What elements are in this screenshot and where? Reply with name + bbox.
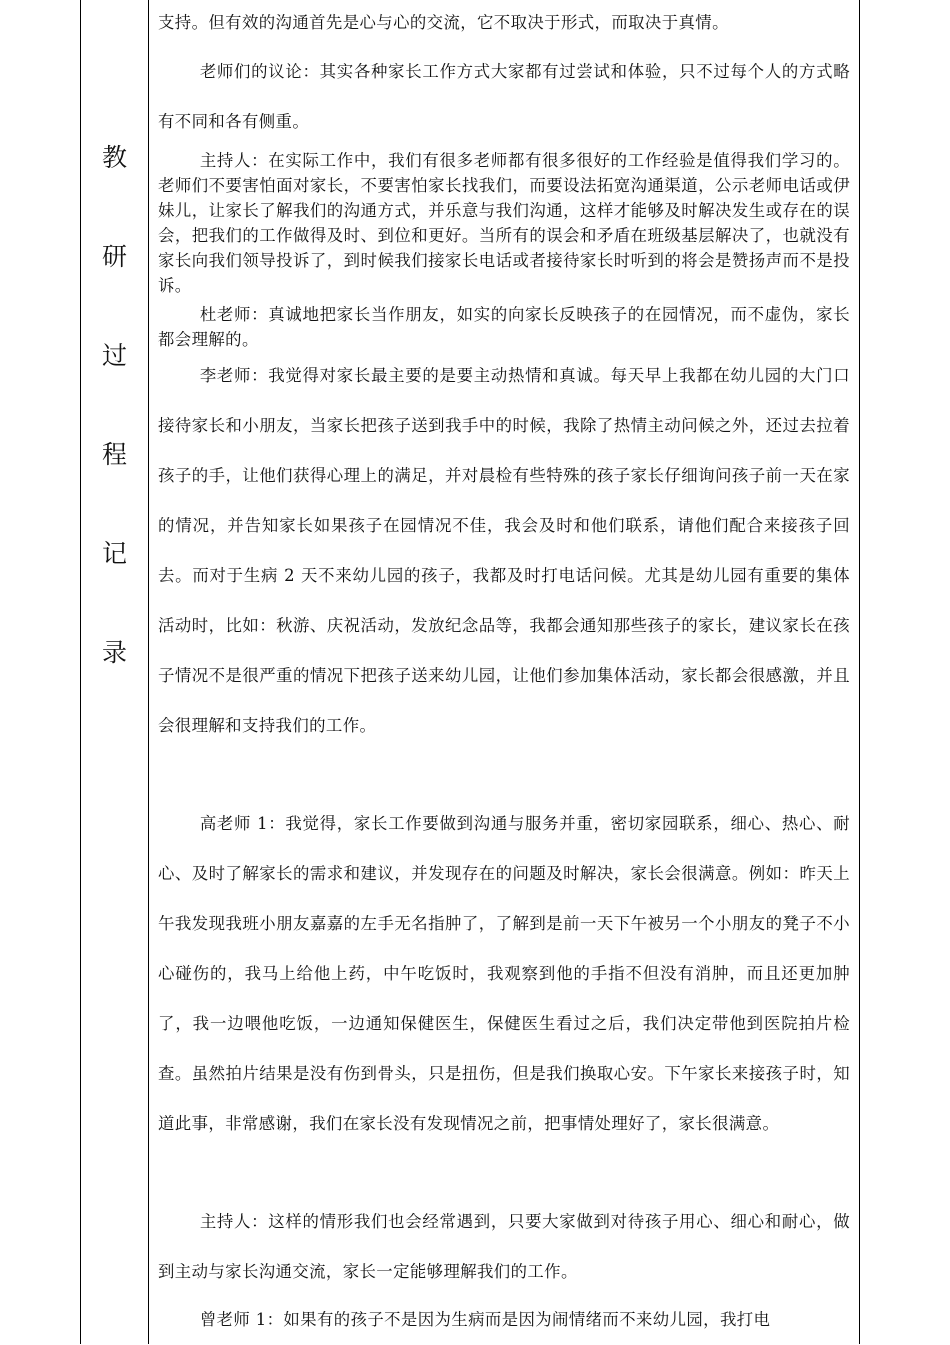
section-label-char: 研 [101, 242, 127, 271]
table-column-divider [148, 0, 149, 1344]
paragraph: 老师们的议论：其实各种家长工作方式大家都有过尝试和体验，只不过每个人的方式略有不同和各有侧重。 [158, 62, 850, 131]
paragraph: 高老师 1：我觉得，家长工作要做到沟通与服务并重，密切家园联系，细心、热心、耐心、及时了解家长的需求和建议，并发现存在的问题及时解决，家长会很满意。例如：昨天上午我发现我班小朋友嘉嘉的左手无名指肿了，了解到是前一天下午被另一个小朋友的凳子不小心碰伤的，我马上给他上药，中午吃饭时，我观察到他的手指不但没有消肿，而且还更加肿了，我一边喂他吃饭，一边通知保健医生，保健医生看过之后，我们决定带他到医院拍片检查。虽然拍片结果是没有伤到骨头，只是扭伤，但是我们换取心安。下午家长来接孩子时，知道此事，非常感谢，我们在家长没有发现情况之前，把事情处理好了，家长很满意。 [158, 814, 850, 1133]
section-label-char: 过 [101, 341, 127, 370]
paragraph: 曾老师 1：如果有的孩子不是因为生病而是因为闹情绪而不来幼儿园，我打电 [199, 1310, 771, 1329]
section-label-char: 教 [101, 143, 127, 172]
paragraph: 支持。但有效的沟通首先是心与心的交流，它不取决于形式，而取决于真情。 [158, 13, 729, 32]
paragraph: 主持人：这样的情形我们也会经常遇到，只要大家做到对待孩子用心、细心和耐心，做到主动与家长沟通交流，家长一定能够理解我们的工作。 [158, 1212, 850, 1281]
section-label-vertical [81, 145, 148, 739]
paragraph: 主持人：在实际工作中，我们有很多老师都有很多很好的工作经验是值得我们学习的。老师们不要害怕面对家长，不要害怕家长找我们，而要设法拓宽沟通渠道，公示老师电话或伊妹儿，让家长了解我们的沟通方式，并乐意与我们沟通，这样才能够及时解决发生或存在的误会，把我们的工作做得及时、到位和更好。当所有的误会和矛盾在班级基层解决了，也就没有家长向我们领导投诉了，到时候我们接家长电话或者接待家长时听到的将会是赞扬声而不是投诉。 [158, 151, 850, 295]
paragraph: 李老师：我觉得对家长最主要的是要主动热情和真诚。每天早上我都在幼儿园的大门口接待家长和小朋友，当家长把孩子送到我手中的时候，我除了热情主动问候之外，还过去拉着孩子的手，让他们获得心理上的满足，并对晨检有些特殊的孩子家长仔细询问孩子前一天在家的情况，并告知家长如果孩子在园情况不佳，我会及时和他们联系，请他们配合来接孩子回去。而对于生病 2 天不来幼儿园的孩子，我都及时打电话问候。尤其是幼儿园有重要的集体活动时，比如：秋游、庆祝活动，发放纪念品等，我都会通知那些孩子的家长，建议家长在孩子情况不是很严重的情况下把孩子送来幼儿园，让他们参加集体活动，家长都会很感激，并且会很理解和支持我们的工作。 [158, 366, 850, 735]
table-border-right [859, 0, 860, 1344]
section-label-char: 录 [101, 638, 127, 667]
section-label-char: 程 [101, 440, 127, 469]
paragraph: 杜老师：真诚地把家长当作朋友，如实的向家长反映孩子的在园情况，而不虚伪，家长都会理解的。 [158, 305, 850, 349]
section-label-char: 记 [101, 539, 127, 568]
